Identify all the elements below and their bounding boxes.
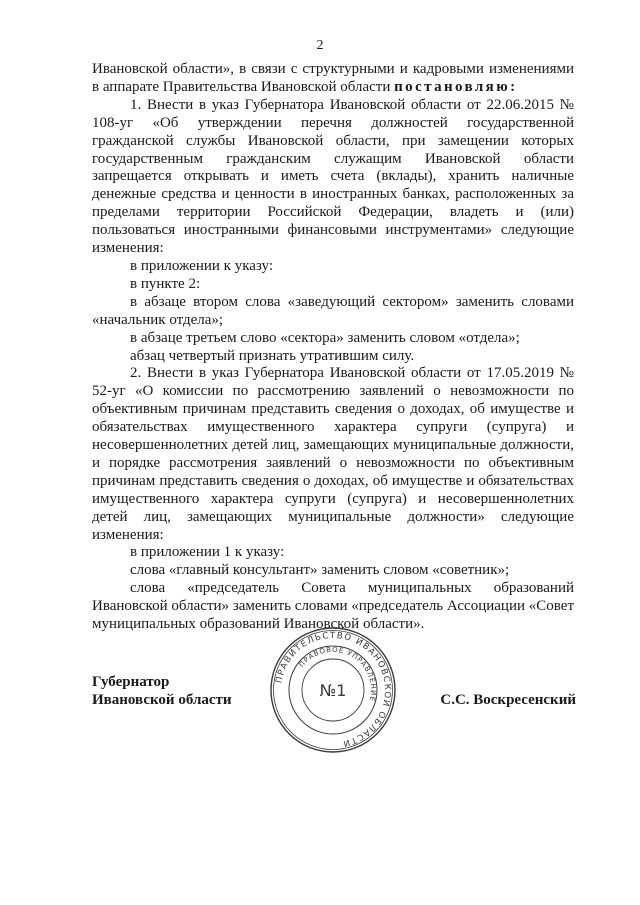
paragraph-clause-2: в пункте 2:	[130, 275, 201, 292]
signature-title-line2: Ивановской области	[92, 692, 232, 708]
signature-title-line1: Губернатор	[92, 674, 170, 690]
page-number: 2	[316, 38, 324, 53]
decree-colon: :	[510, 78, 518, 95]
paragraph-abzac-3: в абзаце третьем слово «сектора» заменить словом «отдела»;	[130, 329, 520, 346]
paragraph-intro-text: Ивановской области», в связи с структурными и кадровыми изменениями в аппарате Правительства Ивановской области	[92, 61, 574, 95]
seal-inner-text: ПРАВОВОЕ УПРАВЛЕНИЕ	[297, 645, 378, 703]
paragraph-intro	[92, 61, 574, 97]
signature-name: С.С. Воскресенский	[440, 692, 576, 708]
seal-ring-text: ПРАВИТЕЛЬСТВО ИВАНОВСКОЙ ОБЛАСТИ	[274, 630, 393, 749]
paragraph-replace-consultant: слова «главный консультант» заменить словом «советник»;	[130, 562, 510, 579]
signature-title	[92, 673, 232, 709]
paragraph-replace-chairman: слова «председатель Совета муниципальных образований Ивановской области» заменить словами «председатель Ассоциации «Совет муниципальных образований Ивановской области».	[92, 580, 574, 633]
paragraph-abzac-2: в абзаце втором слова «заведующий сектором» заменить словами «начальник отдела»;	[92, 293, 574, 328]
paragraph-abzac-4: абзац четвертый признать утратившим силу.	[130, 347, 415, 364]
paragraph-appendix: в приложении к указу:	[130, 257, 273, 274]
paragraph-item-2: 2. Внести в указ Губернатора Ивановской области от 17.05.2019 № 52-уг «О комиссии по рассмотрению заявлений о невозможности по объективным причинам представить сведения о доходах, об имуществе и обязательствах имущественного характера супруги (супруга) и несовершеннолетних детей лиц, замещающих муниципальные должности, и порядке рассмотрения заявлений о невозможности по объективным причинам представить сведения о доходах, об имуществе и обязательствах имущественного характера супруги (супруга) и несовершеннолетних детей лиц, замещающих муниципальные должности» следующие изменения:	[92, 365, 574, 543]
document-body	[92, 61, 574, 634]
decree-word: постановляю	[394, 78, 511, 95]
seal-number: №1	[319, 681, 347, 700]
paragraph-appendix-1: в приложении 1 к указу:	[130, 544, 285, 561]
official-seal-stamp	[268, 625, 398, 755]
paragraph-item-1: 1. Внести в указ Губернатора Ивановской области от 22.06.2015 № 108-уг «Об утверждении перечня должностей государственной гражданской службы Ивановской области, при замещении которых государственным гражданским служащим Ивановской области запрещается открывать и иметь счета (вклады), хранить наличные денежные средства и ценности в иностранных банках, расположенных за пределами территории Российской Федерации, владеть и (или) пользоваться иностранными финансовыми инструментами» следующие изменения:	[92, 96, 574, 257]
